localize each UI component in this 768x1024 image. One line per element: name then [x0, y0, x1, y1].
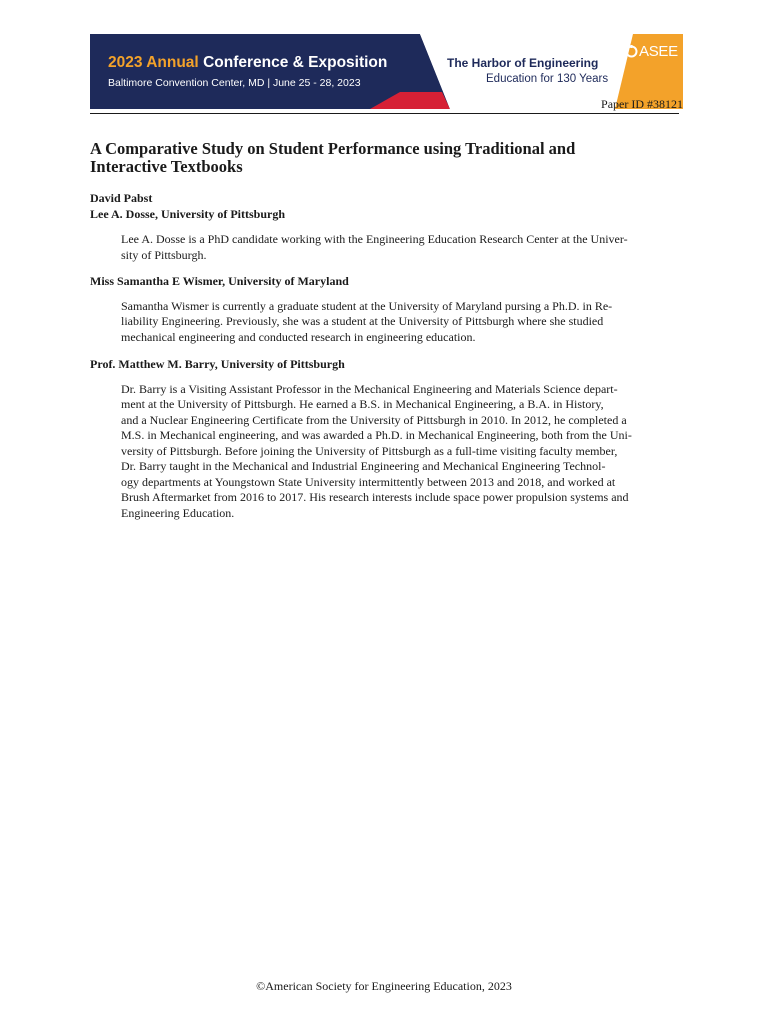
bio-line: Brush Aftermarket from 2016 to 2017. His research interests include space power propulsion systems and [121, 490, 629, 504]
bio-line: sity of Pittsburgh. [121, 247, 207, 262]
bio-line: Dr. Barry is a Visiting Assistant Professor in the Mechanical Engineering and Materials Science depart- [121, 381, 618, 396]
author-bio [121, 382, 647, 522]
harbor-subtitle: Education for 130 Years [486, 73, 609, 85]
asee-logo-text: ASEE [639, 43, 678, 60]
bio-line: and a Nuclear Engineering Certificate from the University of Pittsburgh in 2010. In 2012, he completed a [121, 412, 627, 427]
author-bio [121, 299, 647, 346]
bio-line: Engineering Education. [121, 505, 235, 520]
bio-line: Lee A. Dosse is a PhD candidate working with the Engineering Education Research Center at the Univer- [121, 232, 628, 246]
bio-line: versity of Pittsburgh. Before joining the University of Pittsburgh as a full-time visiting faculty member, [121, 443, 618, 458]
paper-title-line: A Comparative Study on Student Performance using Traditional and [90, 139, 576, 158]
paper-title-line: Interactive Textbooks [90, 157, 243, 176]
bio-line: Samantha Wismer is currently a graduate student at the University of Maryland pursing a Ph.D. in Re- [121, 298, 613, 313]
bio-line: mechanical engineering and conducted research in engineering education. [121, 329, 476, 344]
bio-line: ogy departments at Youngstown State University intermittently between 2013 and 2018, and worked at [121, 474, 616, 489]
banner-year: 2023 Annual [108, 54, 199, 71]
banner-white-panel [420, 34, 620, 109]
conference-banner [90, 34, 683, 109]
banner-venue: Baltimore Convention Center, MD | June 25 - 28, 2023 [108, 77, 361, 89]
bio-line: ment at the University of Pittsburgh. He earned a B.S. in Mechanical Engineering, a B.A. in History, [121, 397, 604, 411]
author-name: Prof. Matthew M. Barry, University of Pittsburgh [90, 357, 345, 371]
author-name: David Pabst [90, 191, 153, 205]
author-block [90, 191, 680, 263]
asee-gear-icon [625, 45, 638, 58]
bio-line: M.S. in Mechanical engineering, and was awarded a Ph.D. in Mechanical Engineering, both from the Uni- [121, 428, 632, 442]
paper-id: Paper ID #38121 [601, 97, 683, 111]
author-block [90, 274, 680, 345]
banner-title [108, 54, 387, 72]
author-bio [121, 232, 647, 263]
bio-line: Dr. Barry taught in the Mechanical and Industrial Engineering and Mechanical Engineering Technol- [121, 459, 606, 473]
paper-title [90, 140, 680, 176]
author-name: Miss Samantha E Wismer, University of Maryland [90, 274, 349, 288]
author-block [90, 357, 680, 521]
harbor-title: The Harbor of Engineering [447, 56, 599, 70]
bio-line: liability Engineering. Previously, she was a student at the University of Pittsburgh where she studied [121, 314, 604, 328]
header-rule [90, 113, 679, 114]
asee-logo [625, 43, 678, 60]
banner-conference: Conference & Exposition [203, 54, 388, 71]
copyright-footer: ©American Society for Engineering Education, 2023 [256, 979, 512, 993]
author-name: Lee A. Dosse, University of Pittsburgh [90, 206, 285, 221]
